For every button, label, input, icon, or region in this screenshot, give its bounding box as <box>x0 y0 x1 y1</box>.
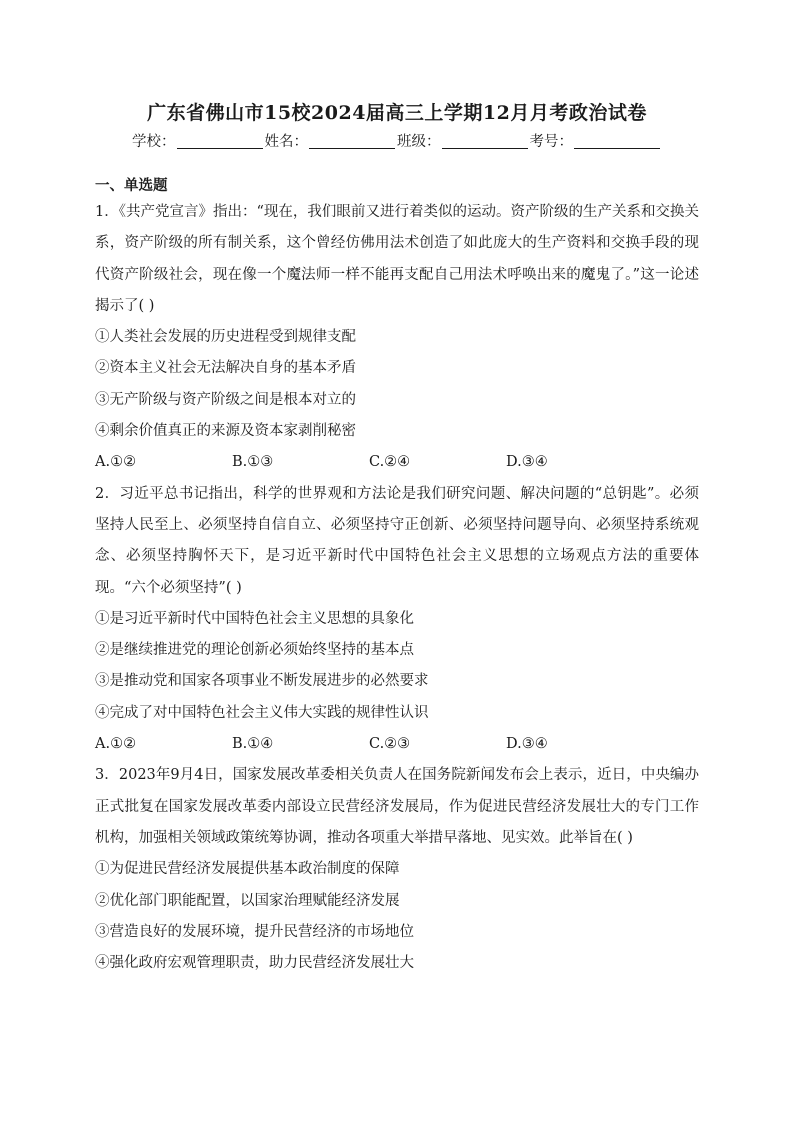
question-1 <box>95 197 699 479</box>
exam-number-label: 考号： <box>529 134 573 150</box>
class-blank[interactable] <box>442 134 528 149</box>
statement: ①为促进民营经济发展提供基本政治制度的保障 <box>95 861 400 878</box>
answer-option-c[interactable]: C.②③ <box>369 736 411 753</box>
statement: ②是继续推进党的理论创新必须始终坚持的基本点 <box>95 642 414 659</box>
answer-option-b[interactable]: B.①③ <box>232 454 274 471</box>
statement: ③是推动党和国家各项事业不断发展进步的必然要求 <box>95 673 429 690</box>
statement: ①是习近平新时代中国特色社会主义思想的具象化 <box>95 610 414 627</box>
name-blank[interactable] <box>309 134 395 149</box>
question-2 <box>95 479 699 761</box>
student-info-row <box>95 130 699 154</box>
class-label: 班级： <box>397 134 441 150</box>
school-blank[interactable] <box>177 134 263 149</box>
answer-option-d[interactable]: D.③④ <box>506 454 548 471</box>
statement: ②优化部门职能配置，以国家治理赋能经济发展 <box>95 892 400 909</box>
answer-option-a[interactable]: A.①② <box>95 736 137 753</box>
statement: ③无产阶级与资产阶级之间是根本对立的 <box>95 391 356 408</box>
answer-option-a[interactable]: A.①② <box>95 454 137 471</box>
statement: ①人类社会发展的历史进程受到规律支配 <box>95 329 356 346</box>
statement: ④完成了对中国特色社会主义伟大实践的规律性认识 <box>95 704 429 721</box>
school-label: 学校： <box>132 134 176 150</box>
answer-option-c[interactable]: C.②④ <box>369 454 411 471</box>
exam-title: 广东省佛山市15校2024届高三上学期12月月考政治试卷 <box>147 102 647 124</box>
question-stem: 3．2023年9月4日，国家发展改革委相关负责人在国务院新闻发布会上表示，近日，中央编办正式批复在国家发展改革委内部设立民营经济发展局，作为促进民营经济发展壮大的专门工作机构，加强相关领域政策统筹协调，推动各项重大举措早落地、见实效。此举旨在( ) <box>95 767 699 846</box>
question-stem: 1．《共产党宣言》指出：“现在，我们眼前又进行着类似的运动。资产阶级的生产关系和交换关系，资产阶级的所有制关系，这个曾经仿佛用法术创造了如此庞大的生产资料和交换手段的现代资产阶级社会，现在像一个魔法师一样不能再支配自己用法术呼唤出来的魔鬼了。”这一论述揭示了( ) <box>95 204 699 314</box>
answer-options <box>95 447 699 478</box>
question-stem: 2．习近平总书记指出，科学的世界观和方法论是我们研究问题、解决问题的“总钥匙”。必须坚持人民至上、必须坚持自信自立、必须坚持守正创新、必须坚持问题导向、必须坚持系统观念、必须坚持胸怀天下，是习近平新时代中国特色社会主义思想的立场观点方法的重要体现。“六个必须坚持”( ) <box>95 485 699 596</box>
statement: ②资本主义社会无法解决自身的基本矛盾 <box>95 360 356 377</box>
section-title: 一、单选题 <box>95 178 168 194</box>
exam-number-blank[interactable] <box>574 134 660 149</box>
answer-option-b[interactable]: B.①④ <box>232 736 274 753</box>
statement: ④剩余价值真正的来源及资本家剥削秘密 <box>95 423 356 440</box>
question-3 <box>95 760 699 979</box>
statement: ③营造良好的发展环境，提升民营经济的市场地位 <box>95 923 414 940</box>
statement: ④强化政府宏观管理职责，助力民营经济发展壮大 <box>95 955 414 972</box>
answer-option-d[interactable]: D.③④ <box>506 736 548 753</box>
name-label: 姓名： <box>264 134 308 150</box>
answer-options <box>95 729 699 760</box>
